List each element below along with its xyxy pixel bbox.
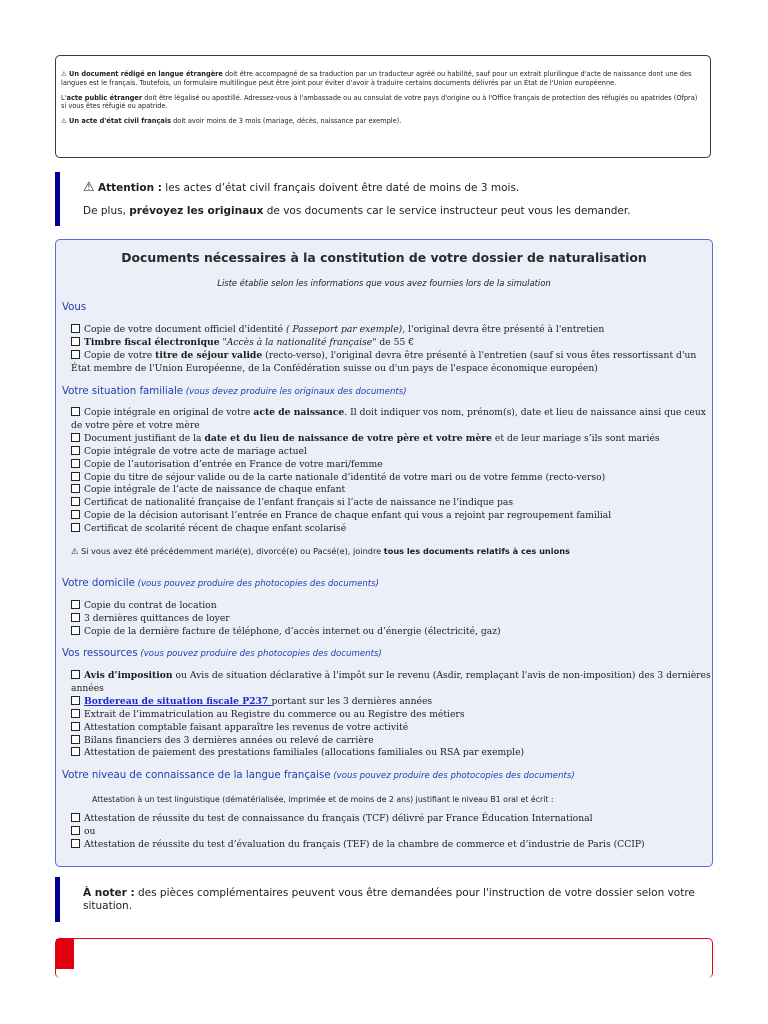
item-text: Certificat de scolarité récent de chaque enfant scolarisé (84, 523, 347, 535)
info-text: doit être accompagné de sa traduction par un traducteur agréé ou habilité, sauf pour un extrait plurilingue d'acte de naissance dont une des langues est le français. Toutefois, un formulaire multilingue peut être joint pour éviter d'avoir à traduire certains documents délivrés par un État de l'Union européenne. (61, 70, 692, 87)
list-vous (71, 324, 711, 376)
list-item (71, 696, 711, 709)
list-item (71, 600, 711, 613)
list-item (71, 670, 711, 696)
checkbox[interactable] (71, 626, 80, 635)
checkbox[interactable] (71, 826, 80, 835)
list-item (71, 626, 711, 639)
note-text: des pièces complémentaires peuvent vous être demandées pour l'instruction de votre dossier selon votre situation. (83, 887, 695, 912)
list-domicile (71, 600, 711, 639)
checkbox[interactable] (71, 696, 80, 705)
item-text: Certificat de nationalité française de l’enfant français si l’acte de naissance ne l’indique pas (84, 497, 514, 509)
item-text: Copie intégrale de votre acte de mariage actuel (84, 445, 307, 457)
checkbox[interactable] (71, 407, 80, 416)
list-item (71, 459, 711, 472)
list-item (71, 709, 711, 722)
checkbox[interactable] (71, 484, 80, 493)
alert-box (55, 938, 713, 978)
attention-callout (55, 172, 631, 226)
list-langue (71, 813, 711, 852)
checkbox[interactable] (71, 813, 80, 822)
list-item (71, 337, 711, 350)
info-bold-text: Un document rédigé en langue étrangère (69, 70, 223, 78)
section-heading-ressources (62, 648, 382, 659)
alert-bar (56, 939, 74, 969)
heading-text: Votre niveau de connaissance de la langue française (62, 770, 331, 781)
item-text: Copie du titre de séjour valide ou de la carte nationale d’identité de votre mari ou de votre femme (recto-verso) (84, 471, 606, 483)
info-text: doit avoir moins de 3 mois (mariage, décès, naissance par exemple). (171, 117, 402, 126)
list-item (71, 433, 711, 446)
item-bold: acte de naissance (253, 407, 345, 418)
checkbox[interactable] (71, 510, 80, 519)
item-text: 3 dernières quittances de loyer (84, 612, 230, 624)
heading-note: (vous pouvez produire des photocopies des documents) (134, 579, 380, 589)
heading-note: (vous pouvez produire des photocopies des documents) (137, 649, 382, 659)
checkbox[interactable] (71, 670, 80, 679)
list-item (71, 472, 711, 485)
item-text: Bilans financiers des 3 dernières années ou relevé de carrière (84, 734, 374, 746)
item-text: Copie de votre (84, 349, 156, 361)
unions-warning (71, 546, 570, 556)
checkbox[interactable] (71, 600, 80, 609)
bordereau-p237-link[interactable]: Bordereau de situation fiscale P237 (84, 695, 272, 707)
list-item (71, 407, 711, 433)
originals-text: De plus, (83, 205, 130, 217)
item-text: Copie de la dernière facture de téléphone, d’accès internet ou d’énergie (électricité, gaz) (84, 625, 501, 637)
item-text: . Il doit indiquer vos nom, prénom(s), date et lieu de naissance ainsi que ceux de votre père et votre mère (71, 407, 706, 431)
originals-bold: prévoyez les originaux (129, 205, 264, 217)
item-text: et de leur mariage s’ils sont mariés (492, 432, 660, 444)
item-bold: Timbre fiscal électronique (84, 336, 220, 348)
list-item (71, 826, 711, 839)
note-line (83, 887, 695, 913)
item-text: Copie intégrale de l’acte de naissance de chaque enfant (84, 484, 346, 496)
checkbox[interactable] (71, 523, 80, 532)
info-bold-text: Un acte d'état civil français (69, 117, 172, 126)
note-label: À noter : (83, 887, 135, 899)
heading-note: (vous devez produire les originaux des documents) (183, 387, 407, 397)
list-item (71, 523, 711, 536)
info-paragraph-legalisation (61, 94, 702, 112)
panel-subtitle: Liste établie selon les informations que vous avez fournies lors de la simulation (217, 278, 551, 288)
checkbox[interactable] (71, 839, 80, 848)
list-item (71, 839, 711, 852)
info-paragraph-etat-civil (61, 117, 702, 126)
item-text: Attestation de réussite du test d’évaluation du français (TEF) de la chambre de commerce et d’industrie de Paris (CCIP) (84, 838, 645, 850)
list-famille (71, 407, 711, 536)
list-item (71, 484, 711, 497)
checkbox[interactable] (71, 613, 80, 622)
list-item (71, 324, 711, 337)
info-bold-text: acte public étranger (66, 93, 143, 102)
list-item (71, 613, 711, 626)
list-item (71, 813, 711, 826)
info-paragraph-translation (61, 70, 702, 88)
checkbox[interactable] (71, 497, 80, 506)
item-text: Document justifiant de la (84, 432, 205, 444)
warning-icon: ⚠ (61, 70, 67, 78)
warning-icon: ⚠ (71, 546, 79, 556)
checkbox[interactable] (71, 446, 80, 455)
attention-text: les actes d’état civil français doivent être daté de moins de 3 mois. (161, 182, 520, 194)
heading-text: Votre situation familiale (62, 386, 184, 397)
item-text: Copie du contrat de location (84, 600, 217, 611)
warning-bold: tous les documents relatifs à ces unions (383, 546, 570, 556)
item-text: Copie de votre document officiel d'identité (84, 324, 286, 335)
checkbox[interactable] (71, 459, 80, 468)
note-callout (55, 877, 735, 922)
heading-text: Vos ressources (62, 648, 138, 659)
item-text: Attestation de paiement des prestations familiales (allocations familiales ou RSA par exemple) (84, 747, 525, 759)
checkbox[interactable] (71, 350, 80, 359)
item-text: (recto-verso), l'original devra être présenté à l'entretien (sauf si vous êtes ressortissant d'un État membre de l'Union Européenne, de la Confédération suisse ou d'un pays de l'espace économique européen) (71, 349, 697, 374)
documents-panel (55, 239, 713, 867)
section-heading-vous: Vous (62, 302, 87, 313)
heading-note: (vous pouvez produire des photocopies des documents) (330, 771, 575, 781)
info-text: doit être légalisé ou apostillé. Adressez-vous à l'ambassade ou au consulat de votre pays d'origine ou à l'Office français de protection des réfugiés ou apatrides (Ofpra) si vous êtes réfugié ou apatride. (61, 93, 698, 111)
item-text: ou (84, 825, 96, 837)
item-text: de 55 € (376, 336, 415, 348)
item-text: Attestation de réussite du test de connaissance du français (TCF) délivré par France Éducation International (84, 813, 593, 824)
item-text: Copie de la décision autorisant l’entrée en France de chaque enfant qui vous a rejoint par regroupement familial (84, 510, 612, 522)
list-item (71, 735, 711, 748)
item-italic: ( Passeport par exemple) (285, 324, 403, 335)
list-item (71, 350, 711, 376)
item-text: , l'original devra être présenté à l'entretien (402, 324, 605, 335)
language-attestation-text: Attestation à un test linguistique (dématérialisée, imprimée et de moins de 2 ans) justifiant le niveau B1 oral et écrit : (92, 795, 554, 804)
originals-line (83, 205, 631, 218)
info-text: L' (61, 93, 67, 102)
checkbox[interactable] (71, 433, 80, 442)
section-heading-famille (62, 386, 407, 397)
item-text: Attestation comptable faisant apparaître les revenus de votre activité (84, 721, 409, 733)
item-text: Copie de l’autorisation d’entrée en France de votre mari/femme (84, 458, 383, 470)
warning-icon: ⚠ (83, 180, 95, 195)
item-text: ou Avis de situation déclarative à l'impôt sur le revenu (Asdir, remplaçant l'avis de non-imposition) des 3 dernières années (71, 670, 711, 694)
originals-text: de vos documents car le service instructeur peut vous les demander. (263, 205, 631, 217)
warning-icon: ⚠ (61, 117, 67, 126)
checkbox[interactable] (71, 337, 80, 346)
item-text: Copie intégrale en original de votre (84, 407, 254, 418)
panel-title: Documents nécessaires à la constitution de votre dossier de naturalisation (121, 250, 647, 265)
item-bold: titre de séjour valide (155, 349, 263, 361)
section-heading-domicile (62, 578, 379, 589)
item-text: Extrait de l’immatriculation au Registre du commerce ou au Registre des métiers (84, 708, 465, 720)
item-bold: Avis d’imposition (84, 670, 173, 681)
item-italic: "Accès à la nationalité française" (219, 336, 377, 348)
warning-text: Si vous avez été précédemment marié(e), divorcé(e) ou Pacsé(e), joindre (78, 546, 384, 556)
attention-label: Attention : (98, 182, 162, 194)
list-item (71, 722, 711, 735)
checkbox[interactable] (71, 747, 80, 756)
list-item (71, 446, 711, 459)
heading-text: Votre domicile (62, 578, 135, 589)
list-item (71, 747, 711, 760)
checkbox[interactable] (71, 324, 80, 333)
attention-line (83, 181, 631, 195)
section-heading-langue (62, 770, 575, 781)
info-box (55, 55, 711, 158)
checkbox[interactable] (71, 472, 80, 481)
item-bold: date et du lieu de naissance de votre père et votre mère (204, 432, 492, 444)
checkbox[interactable] (71, 709, 80, 718)
checkbox[interactable] (71, 735, 80, 744)
list-item (71, 510, 711, 523)
item-text: portant sur les 3 dernières années (271, 695, 433, 707)
list-item (71, 497, 711, 510)
list-ressources (71, 670, 711, 760)
checkbox[interactable] (71, 722, 80, 731)
